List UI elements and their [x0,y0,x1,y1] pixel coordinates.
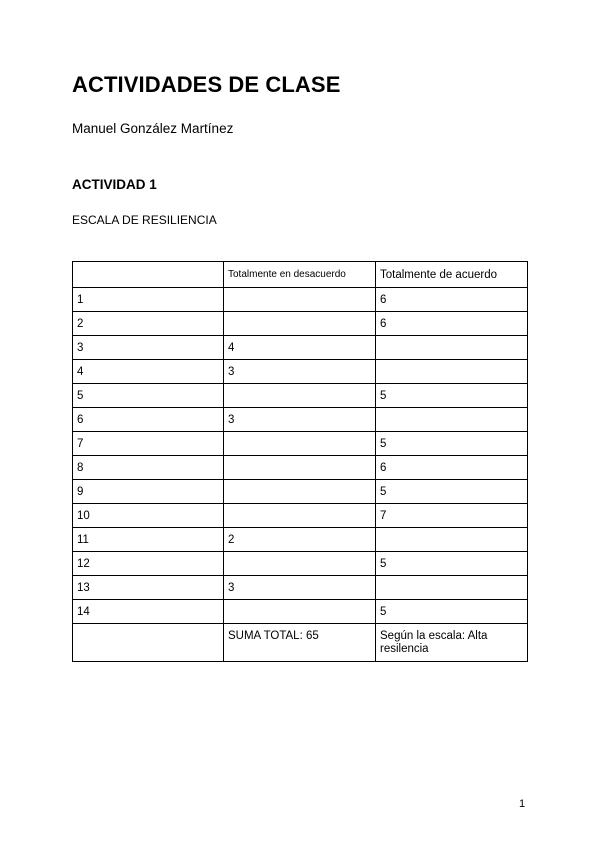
table-cell: 5 [376,552,528,576]
table-row [73,576,528,600]
table-cell: 1 [73,288,224,312]
table-cell: 4 [73,360,224,384]
table-row [73,408,528,432]
table-cell: 6 [73,408,224,432]
table-cell: 2 [73,312,224,336]
table-row [73,528,528,552]
table-cell: 3 [224,576,376,600]
table-row [73,504,528,528]
table-footer-cell [73,624,224,662]
table-cell [376,528,528,552]
table-cell [224,552,376,576]
activity-heading: ACTIVIDAD 1 [72,177,157,192]
table-cell [224,480,376,504]
table-cell: 5 [376,480,528,504]
table-header-row [73,262,528,288]
table-row [73,432,528,456]
table-cell: 5 [376,384,528,408]
table-cell: 2 [224,528,376,552]
table-cell [224,456,376,480]
table-row [73,456,528,480]
table-row [73,552,528,576]
table-cell [224,432,376,456]
table-cell: 6 [376,456,528,480]
resilience-table [72,261,528,662]
table-cell [224,600,376,624]
document-title: ACTIVIDADES DE CLASE [72,72,341,97]
table-cell: 5 [376,432,528,456]
table-cell: 3 [73,336,224,360]
table-row [73,384,528,408]
table-cell: 10 [73,504,224,528]
table-cell: 11 [73,528,224,552]
table-cell: 13 [73,576,224,600]
table-row [73,360,528,384]
table-cell [224,312,376,336]
table-cell [376,360,528,384]
table-row [73,288,528,312]
table-row [73,336,528,360]
table-cell: 3 [224,360,376,384]
table-header-cell: Totalmente en desacuerdo [224,262,376,288]
table-cell: 8 [73,456,224,480]
table-footer-cell: SUMA TOTAL: 65 [224,624,376,662]
table-cell [376,576,528,600]
table-cell: 7 [376,504,528,528]
table-cell [224,504,376,528]
table-cell [376,408,528,432]
table-cell: 6 [376,288,528,312]
table-cell [224,288,376,312]
table-cell [376,336,528,360]
table-cell: 5 [73,384,224,408]
table-cell: 9 [73,480,224,504]
table-row [73,600,528,624]
table-cell: 6 [376,312,528,336]
table-cell [224,384,376,408]
table-cell: 5 [376,600,528,624]
table-cell: 7 [73,432,224,456]
table-cell: 3 [224,408,376,432]
page-number: 1 [519,798,526,810]
scale-label: ESCALA DE RESILIENCIA [72,213,217,227]
author-name: Manuel González Martínez [72,121,234,136]
table-footer-cell: Según la escala: Alta resilencia [376,624,528,662]
table-row [73,480,528,504]
table-header-cell [73,262,224,288]
table-row [73,312,528,336]
table-cell: 12 [73,552,224,576]
table-header-cell: Totalmente de acuerdo [376,262,528,288]
table-footer-row [73,624,528,662]
table-cell: 14 [73,600,224,624]
table-cell: 4 [224,336,376,360]
